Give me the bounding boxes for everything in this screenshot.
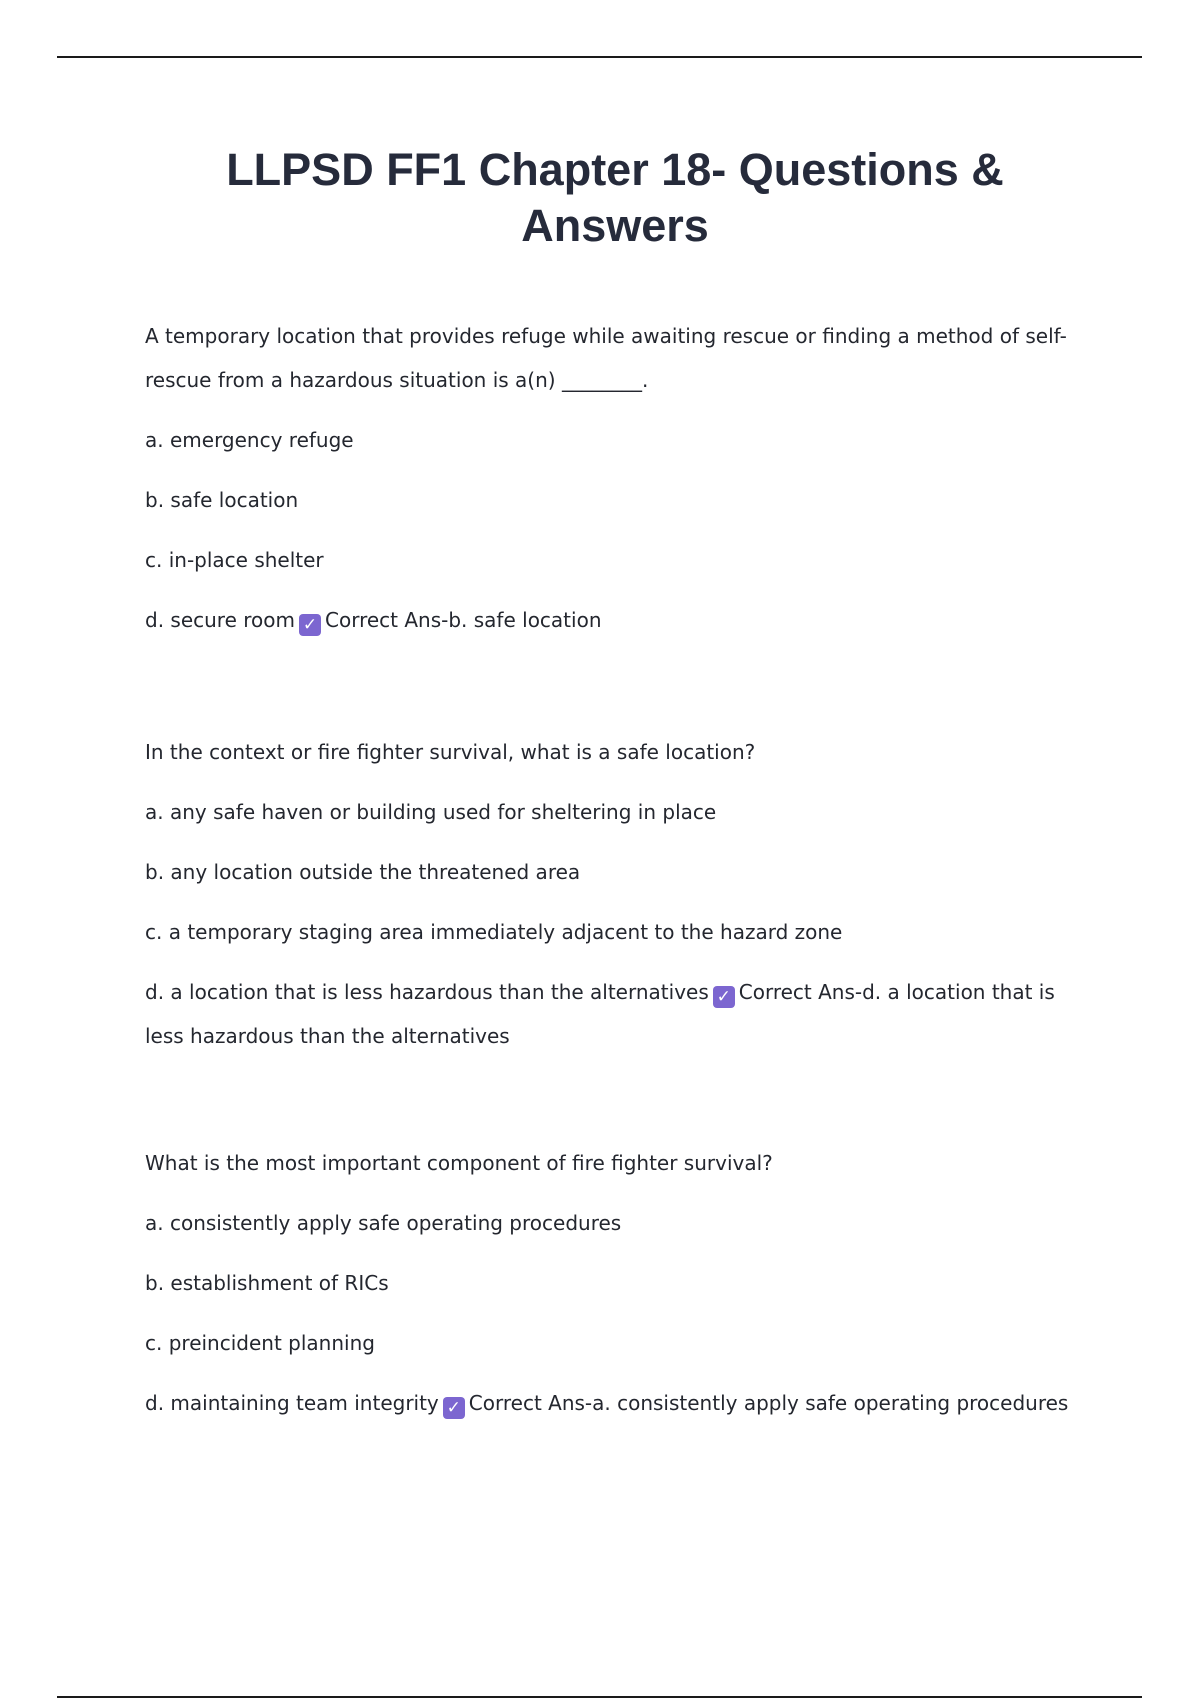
- checkbox-check-icon: ✓: [299, 614, 321, 636]
- checkbox-check-icon: ✓: [443, 1397, 465, 1419]
- question-block: [145, 314, 1085, 642]
- option-b: b. any location outside the threatened area: [145, 860, 581, 884]
- correct-answer: Correct Ans-b. safe location: [325, 608, 602, 632]
- checkbox-check-icon: ✓: [713, 986, 735, 1008]
- option-d-with-answer: [145, 598, 1085, 642]
- top-rule: [57, 56, 1142, 58]
- option-d-with-answer: [145, 1381, 1085, 1425]
- bottom-rule: [57, 1696, 1142, 1698]
- option-c: c. in-place shelter: [145, 548, 324, 572]
- option-b: b. safe location: [145, 488, 299, 512]
- option-d: d. maintaining team integrity: [145, 1391, 439, 1415]
- option-a: a. consistently apply safe operating procedures: [145, 1211, 622, 1235]
- option-d-with-answer: [145, 970, 1085, 1058]
- option-a: a. any safe haven or building used for sheltering in place: [145, 800, 717, 824]
- option-a: a. emergency refuge: [145, 428, 354, 452]
- question-text: In the context or fire fighter survival, what is a safe location?: [145, 740, 756, 764]
- question-text: What is the most important component of fire fighter survival?: [145, 1151, 773, 1175]
- option-d: d. a location that is less hazardous than the alternatives: [145, 980, 709, 1004]
- question-text: A temporary location that provides refuge while awaiting rescue or finding a method of self-rescue from a hazardous situation is a(n) ________.: [145, 324, 1067, 392]
- page-title: LLPSD FF1 Chapter 18- Questions & Answers: [226, 144, 1004, 251]
- option-c: c. preincident planning: [145, 1331, 375, 1355]
- option-c: c. a temporary staging area immediately adjacent to the hazard zone: [145, 920, 843, 944]
- option-d: d. secure room: [145, 608, 295, 632]
- question-block: [145, 1141, 1085, 1425]
- correct-answer: Correct Ans-d. a location that is less hazardous than the alternatives: [145, 980, 1055, 1048]
- correct-answer: Correct Ans-a. consistently apply safe operating procedures: [468, 1391, 1069, 1415]
- option-b: b. establishment of RICs: [145, 1271, 389, 1295]
- question-block: [145, 730, 1085, 1058]
